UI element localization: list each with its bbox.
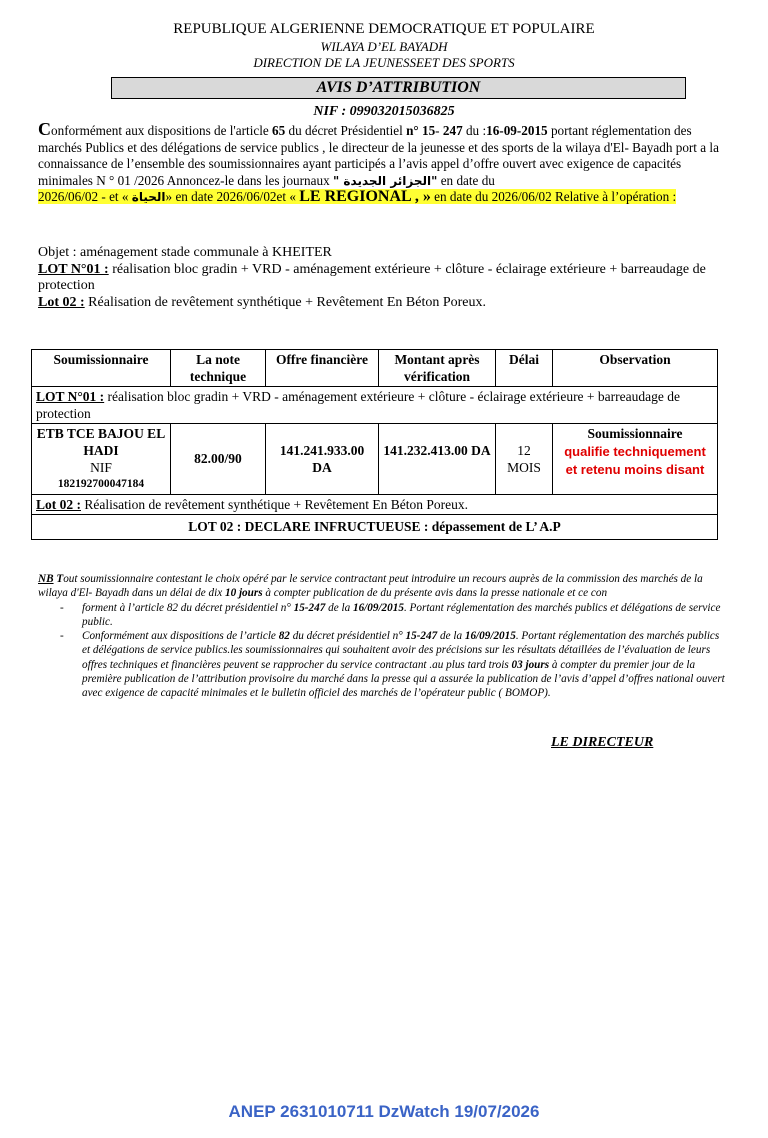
object-line: Objet : aménagement stade communale à KHEITER bbox=[38, 245, 332, 260]
journal-el-hayat: الحياة bbox=[131, 190, 166, 204]
financial-offer: 141.241.933.00 DA bbox=[266, 424, 379, 495]
table-row bbox=[32, 424, 718, 495]
intro-initial: C bbox=[38, 119, 51, 139]
header-direction: DIRECTION DE LA JEUNESSEET DES SPORTS bbox=[253, 55, 515, 70]
nb-paragraph: NB Tout soumissionnaire contestant le choix opéré par le service contractant peut introduire un recours auprès de la commission des marchés de la wilaya d'El- Bayadh dans un délai de dix 10 jours à compter publication de du présente avis dans la presse nationale et ce con bbox=[38, 573, 703, 600]
table-row bbox=[32, 495, 718, 515]
bidder-nif-label: NIF bbox=[90, 460, 112, 475]
table-row bbox=[32, 515, 718, 540]
lot2-result: LOT 02 : DECLARE INFRUCTUEUSE : dépassement de L’ A.P bbox=[32, 515, 718, 540]
journal-el-djazair: " الجزائر الجديدة" bbox=[332, 173, 438, 188]
bidder-cell bbox=[32, 424, 171, 495]
list-item: - forment à l’article 82 du décret présidentiel n° 15-247 de la 16/09/2015. Portant réglementation des marchés publics et délégations de service public. bbox=[60, 601, 721, 628]
results-table bbox=[31, 349, 718, 540]
observation-status: qualifie techniquement et retenu moins disant bbox=[564, 444, 706, 477]
table-row bbox=[32, 387, 718, 424]
lot1-row: LOT N°01 : réalisation bloc gradin + VRD - aménagement extérieure + clôture - éclairage extérieure + barreaudage de protection bbox=[32, 387, 718, 424]
verified-amount: 141.232.413.00 DA bbox=[379, 424, 496, 495]
lot1-description: LOT N°01 : réalisation bloc gradin + VRD - aménagement extérieure + clôture - éclairage extérieure + barreaudage de protection bbox=[38, 261, 706, 293]
col-header: Montant après vérification bbox=[379, 350, 496, 387]
highlighted-dates: 2026/06/02 - et « الحياة» en date 2026/06/02et « LE REGIONAL , » en date du 2026/06/02 Relative à l’opération : bbox=[38, 188, 677, 205]
document-title: AVIS D’ATTRIBUTION bbox=[111, 77, 686, 99]
bidder-name: ETB TCE BAJOU EL HADI bbox=[36, 426, 166, 458]
nif-number: NIF : 099032015036825 bbox=[313, 104, 455, 119]
col-header: La note technique bbox=[171, 350, 266, 387]
intro-paragraph: Conformément aux dispositions de l'article 65 du décret Présidentiel n° 15- 247 du :16-09-2015 portant réglementation des marchés Publics et des délégations de service publics , le directeur de la jeunesse et des sports de la wilaya d'El- Bayadh port a la connaissance de l’ensemble des soumissionnaires ayant participés a l’avis appel d’offre ouvert avec exigence de capacités minimales N ° 01 /2026 Annoncez-le dans les journaux " الجزائر الجديدة" en date du 2026/06/02 - et « الحياة» en date 2026/06/02et « LE REGIONAL , » en date du 2026/06/02 Relative à l’opération : bbox=[38, 119, 719, 205]
footer-reference: ANEP 2631010711 DzWatch 19/07/2026 bbox=[228, 1102, 540, 1121]
journal-le-regional: LE REGIONAL , » bbox=[299, 188, 431, 205]
header-republic: REPUBLIQUE ALGERIENNE DEMOCRATIQUE ET POPULAIRE bbox=[173, 21, 595, 37]
observation-cell: Soumissionnaire qualifie techniquement et retenu moins disant bbox=[553, 424, 718, 495]
bidder-nif-value: 182192700047184 bbox=[57, 478, 145, 490]
nb-notice bbox=[38, 572, 730, 701]
lot2-row: Lot 02 : Réalisation de revêtement synthétique + Revêtement En Béton Poreux. bbox=[32, 495, 718, 515]
col-header: Observation bbox=[553, 350, 718, 387]
lot2-description: Lot 02 : Réalisation de revêtement synthétique + Revêtement En Béton Poreux. bbox=[38, 294, 487, 310]
col-header: Offre financière bbox=[266, 350, 379, 387]
col-header: Soumissionnaire bbox=[32, 350, 171, 387]
table-header-row bbox=[32, 350, 718, 387]
header-wilaya: WILAYA D’EL BAYADH bbox=[320, 39, 448, 54]
col-header: Délai bbox=[496, 350, 553, 387]
list-item: - Conformément aux dispositions de l’article 82 du décret présidentiel n° 15-247 de la 16/09/2015. Portant réglementation des marchés publics et délégations de service publics.les soumissionnaires qui souhaitent avoir des précisions sur les résultats détaillées de l’évaluation de leurs offres techniques et financières peuvent se rapprocher du service contractant .au plus tard trois 03 jours à compter du premier jour de la première publication de l’attribution provisoire du marché dans la presse qui a assurée la publication de l’avis d’appel d’offres national ouvert avec exigence de capacité minimales et le bulletin officiel des marchés de l’opérateur public ( BOMOP). bbox=[60, 630, 725, 700]
technical-score: 82.00/90 bbox=[171, 424, 266, 495]
nb-list bbox=[38, 601, 730, 701]
delay-cell: 12 MOIS bbox=[496, 424, 553, 495]
signature: LE DIRECTEUR bbox=[551, 735, 654, 750]
object-section bbox=[38, 245, 728, 311]
